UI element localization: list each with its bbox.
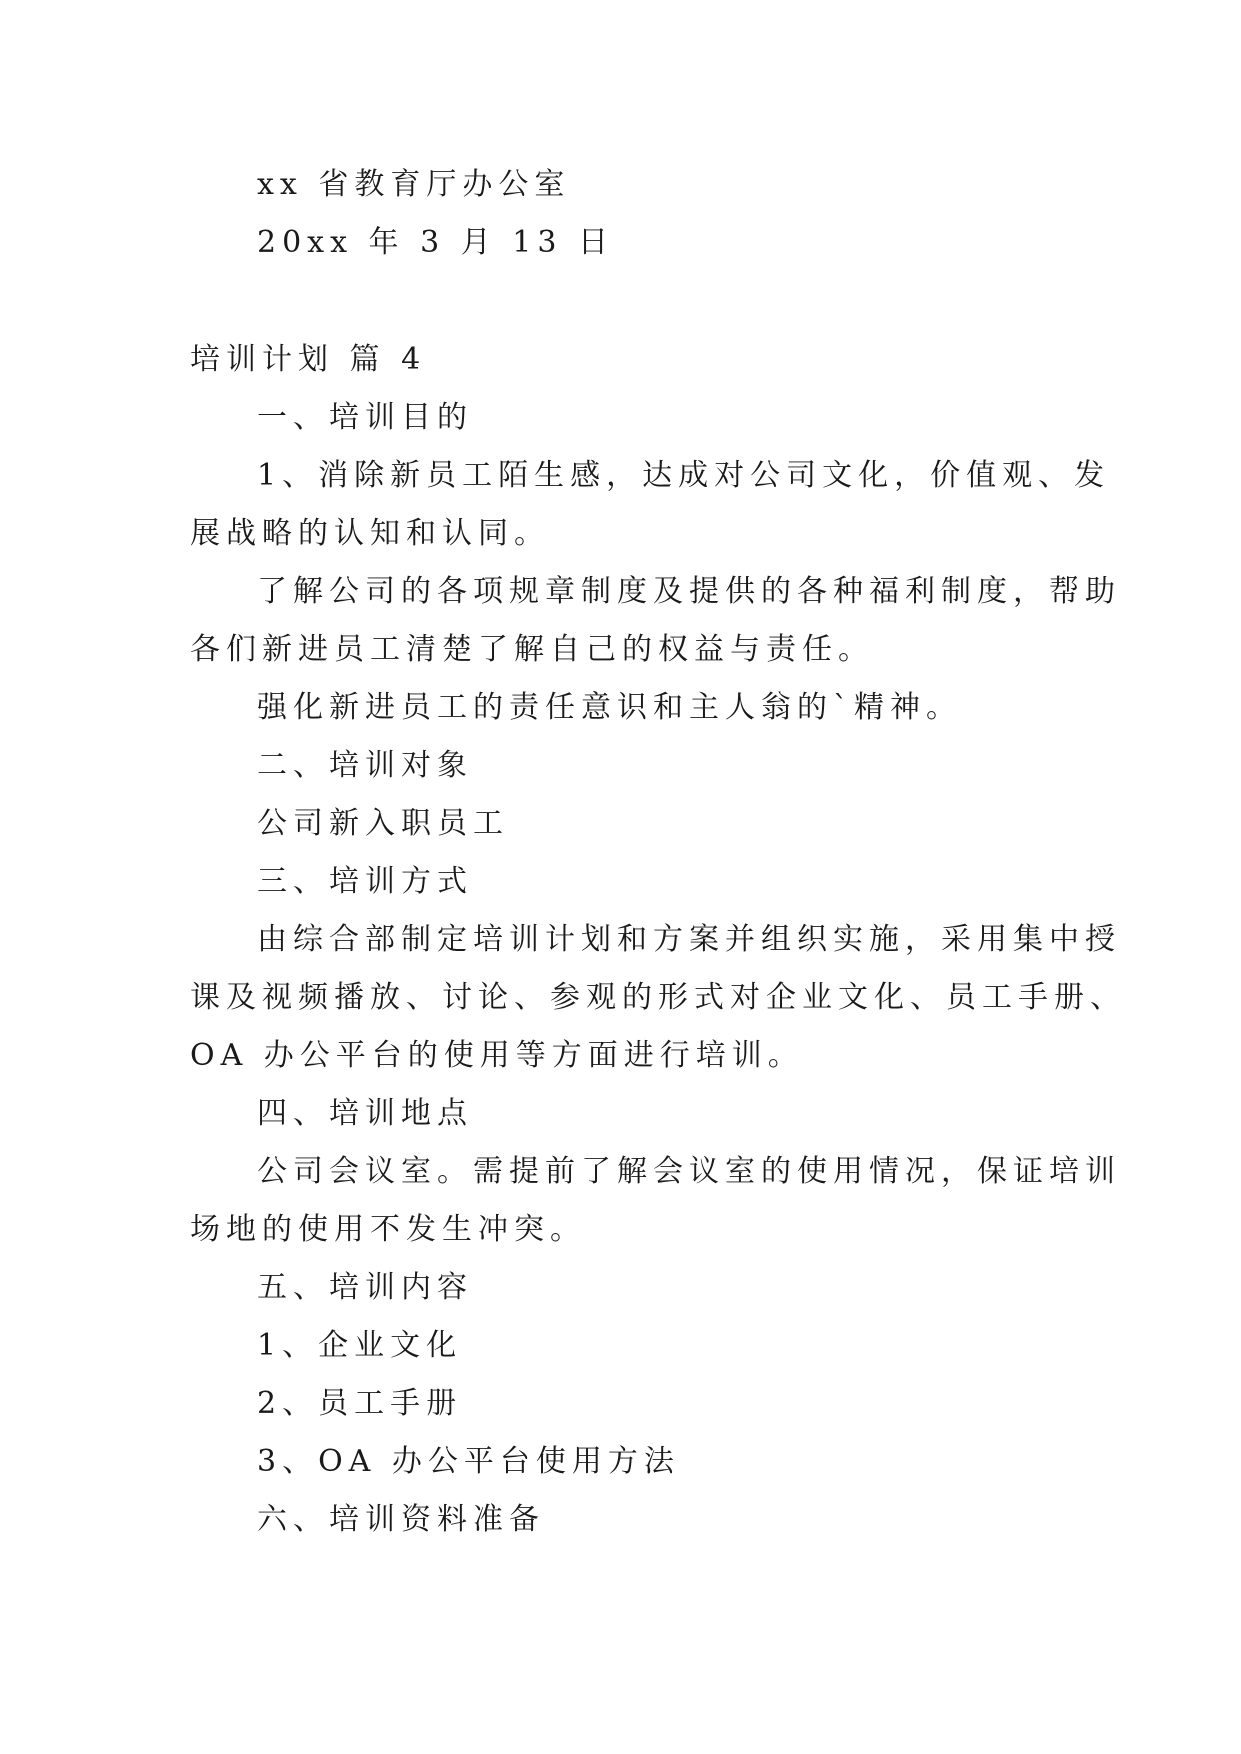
paragraph-line: 公司新入职员工 [257, 806, 509, 841]
paragraph-line: 了解公司的各项规章制度及提供的各种福利制度，帮助 [257, 574, 1121, 609]
section-heading-target: 二、培训对象 [257, 748, 473, 783]
paragraph-line: OA 办公平台的使用等方面进行培训。 [190, 1038, 804, 1073]
signature-date: 20xx 年 3 月 13 日 [257, 225, 614, 260]
section-heading-content: 五、培训内容 [257, 1270, 473, 1305]
section-heading-location: 四、培训地点 [257, 1096, 473, 1131]
paragraph-line: 强化新进员工的责任意识和主人翁的`精神。 [257, 690, 962, 725]
paragraph-line: 课及视频播放、讨论、参观的形式对企业文化、员工手册、 [190, 980, 1126, 1015]
paragraph-line: 由综合部制定培训计划和方案并组织实施，采用集中授 [257, 922, 1121, 957]
paragraph-line: 1、消除新员工陌生感，达成对公司文化，价值观、发 [257, 458, 1111, 493]
list-item: 2、员工手册 [257, 1386, 463, 1421]
paragraph-line: 公司会议室。需提前了解会议室的使用情况，保证培训 [257, 1154, 1121, 1189]
list-item: 1、企业文化 [257, 1328, 463, 1363]
section-heading-purpose: 一、培训目的 [257, 400, 473, 435]
list-item: 3、OA 办公平台使用方法 [257, 1444, 680, 1479]
signature-office: xx 省教育厅办公室 [257, 167, 571, 202]
section-heading-materials: 六、培训资料准备 [257, 1502, 545, 1537]
article-title: 培训计划 篇 4 [190, 342, 427, 377]
paragraph-line: 各们新进员工清楚了解自己的权益与责任。 [190, 632, 874, 667]
section-heading-method: 三、培训方式 [257, 864, 473, 899]
paragraph-line: 展战略的认知和认同。 [190, 516, 550, 551]
paragraph-line: 场地的使用不发生冲突。 [190, 1212, 586, 1247]
